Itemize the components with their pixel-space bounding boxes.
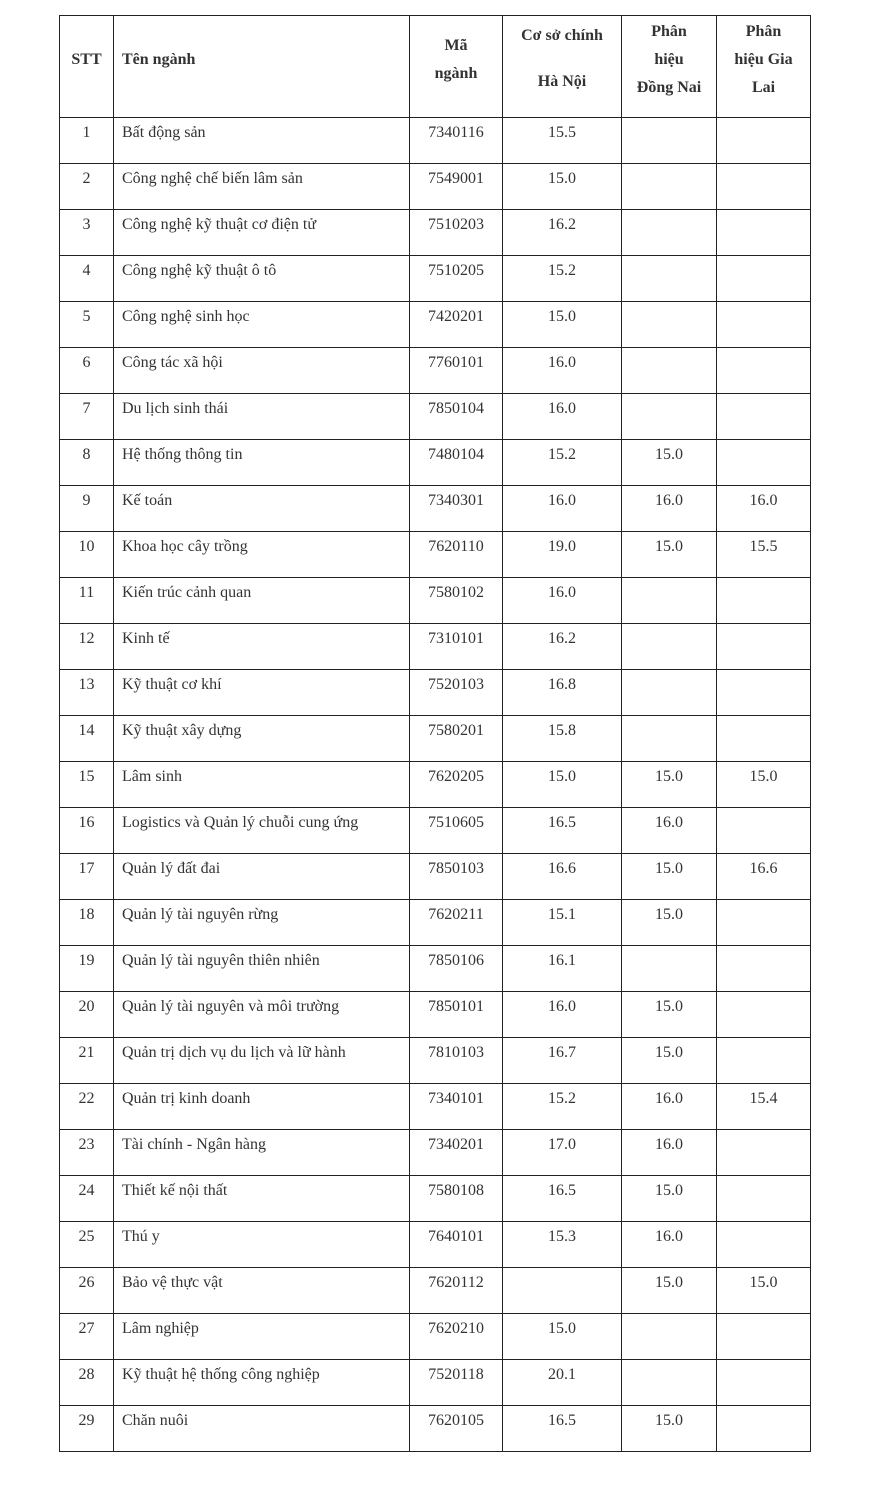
- cell-stt: 1: [60, 118, 114, 164]
- cell-major-name: Quản lý tài nguyên và môi trường: [114, 992, 410, 1038]
- table-row: [60, 440, 811, 486]
- cell-stt: 21: [60, 1038, 114, 1084]
- table-row: [60, 394, 811, 440]
- cell-score-hanoi: 16.0: [503, 578, 622, 624]
- cell-major-code: 7510205: [410, 256, 503, 302]
- cell-major-code: 7510605: [410, 808, 503, 854]
- cell-score-dongnai: [622, 670, 717, 716]
- cell-score-gialai: [717, 210, 811, 256]
- cell-score-gialai: 15.0: [717, 1268, 811, 1314]
- cell-stt: 6: [60, 348, 114, 394]
- cell-score-dongnai: 15.0: [622, 900, 717, 946]
- cell-stt: 20: [60, 992, 114, 1038]
- cell-score-dongnai: 16.0: [622, 1222, 717, 1268]
- cell-score-hanoi: 16.6: [503, 854, 622, 900]
- cell-stt: 14: [60, 716, 114, 762]
- cell-score-hanoi: 15.8: [503, 716, 622, 762]
- cell-score-hanoi: 16.0: [503, 992, 622, 1038]
- cell-score-hanoi: 16.0: [503, 394, 622, 440]
- cell-stt: 12: [60, 624, 114, 670]
- header-major-name: Tên ngành: [114, 16, 410, 118]
- cell-score-gialai: 15.4: [717, 1084, 811, 1130]
- cell-stt: 10: [60, 532, 114, 578]
- table-row: [60, 256, 811, 302]
- cell-score-gialai: [717, 1176, 811, 1222]
- cell-score-gialai: [717, 348, 811, 394]
- table-row: [60, 118, 811, 164]
- cell-score-dongnai: [622, 118, 717, 164]
- cell-stt: 16: [60, 808, 114, 854]
- cell-score-gialai: [717, 670, 811, 716]
- cell-score-dongnai: 15.0: [622, 1268, 717, 1314]
- header-major-code-line1: Mã: [444, 37, 468, 54]
- cell-major-code: 7420201: [410, 302, 503, 348]
- cell-major-code: 7620205: [410, 762, 503, 808]
- cell-score-dongnai: 16.0: [622, 486, 717, 532]
- cell-major-name: Kỹ thuật xây dựng: [114, 716, 410, 762]
- cell-score-gialai: [717, 302, 811, 348]
- table-row: [60, 946, 811, 992]
- cell-score-dongnai: [622, 716, 717, 762]
- admission-scores-table: [59, 15, 811, 1452]
- cell-score-dongnai: 16.0: [622, 1130, 717, 1176]
- cell-score-hanoi: 15.5: [503, 118, 622, 164]
- header-main-campus-line2: Hà Nội: [537, 73, 587, 90]
- table-row: [60, 670, 811, 716]
- cell-major-name: Lâm sinh: [114, 762, 410, 808]
- cell-score-gialai: 16.0: [717, 486, 811, 532]
- cell-major-code: 7340201: [410, 1130, 503, 1176]
- table-row: [60, 486, 811, 532]
- table-row: [60, 1406, 811, 1452]
- cell-score-hanoi: 15.0: [503, 302, 622, 348]
- cell-major-code: 7549001: [410, 164, 503, 210]
- cell-score-dongnai: 15.0: [622, 762, 717, 808]
- table-row: [60, 762, 811, 808]
- cell-score-hanoi: 19.0: [503, 532, 622, 578]
- cell-major-code: 7760101: [410, 348, 503, 394]
- cell-score-gialai: [717, 1360, 811, 1406]
- cell-score-hanoi: 16.1: [503, 946, 622, 992]
- table-row: [60, 854, 811, 900]
- cell-score-hanoi: 15.2: [503, 1084, 622, 1130]
- cell-score-hanoi: [503, 1268, 622, 1314]
- cell-major-name: Kế toán: [114, 486, 410, 532]
- cell-major-code: 7580108: [410, 1176, 503, 1222]
- cell-score-gialai: [717, 118, 811, 164]
- cell-major-name: Chăn nuôi: [114, 1406, 410, 1452]
- table-row: [60, 532, 811, 578]
- cell-stt: 25: [60, 1222, 114, 1268]
- cell-major-name: Kỹ thuật hệ thống công nghiệp: [114, 1360, 410, 1406]
- cell-major-code: 7310101: [410, 624, 503, 670]
- cell-score-gialai: [717, 1130, 811, 1176]
- cell-score-gialai: [717, 992, 811, 1038]
- cell-score-gialai: [717, 946, 811, 992]
- cell-major-code: 7620110: [410, 532, 503, 578]
- cell-score-gialai: [717, 1222, 811, 1268]
- cell-major-name: Kiến trúc cảnh quan: [114, 578, 410, 624]
- cell-major-code: 7580201: [410, 716, 503, 762]
- cell-score-gialai: [717, 1406, 811, 1452]
- cell-major-name: Công tác xã hội: [114, 348, 410, 394]
- cell-stt: 9: [60, 486, 114, 532]
- cell-major-code: 7850104: [410, 394, 503, 440]
- table-row: [60, 348, 811, 394]
- cell-major-name: Quản trị kinh doanh: [114, 1084, 410, 1130]
- table-row: [60, 1314, 811, 1360]
- cell-major-name: Thiết kế nội thất: [114, 1176, 410, 1222]
- cell-score-hanoi: 16.2: [503, 210, 622, 256]
- cell-major-name: Công nghệ sinh học: [114, 302, 410, 348]
- cell-score-hanoi: 16.8: [503, 670, 622, 716]
- cell-score-gialai: [717, 624, 811, 670]
- cell-score-dongnai: [622, 348, 717, 394]
- table-row: [60, 210, 811, 256]
- cell-score-hanoi: 15.1: [503, 900, 622, 946]
- header-dongnai-line1: Phân: [651, 23, 687, 40]
- cell-score-hanoi: 16.0: [503, 348, 622, 394]
- cell-stt: 5: [60, 302, 114, 348]
- cell-major-code: 7580102: [410, 578, 503, 624]
- cell-score-gialai: [717, 808, 811, 854]
- cell-score-dongnai: 15.0: [622, 992, 717, 1038]
- cell-score-dongnai: 15.0: [622, 854, 717, 900]
- cell-stt: 4: [60, 256, 114, 302]
- cell-major-name: Thú y: [114, 1222, 410, 1268]
- cell-score-dongnai: 15.0: [622, 440, 717, 486]
- cell-score-gialai: [717, 440, 811, 486]
- cell-major-name: Quản lý tài nguyên thiên nhiên: [114, 946, 410, 992]
- cell-stt: 26: [60, 1268, 114, 1314]
- cell-score-dongnai: [622, 578, 717, 624]
- cell-major-code: 7810103: [410, 1038, 503, 1084]
- cell-major-code: 7850103: [410, 854, 503, 900]
- header-gialai-line2: hiệu Gia: [734, 51, 793, 68]
- table-row: [60, 578, 811, 624]
- cell-score-dongnai: [622, 210, 717, 256]
- cell-major-code: 7620211: [410, 900, 503, 946]
- cell-score-gialai: 15.0: [717, 762, 811, 808]
- cell-score-hanoi: 15.0: [503, 762, 622, 808]
- cell-major-name: Logistics và Quản lý chuỗi cung ứng: [114, 808, 410, 854]
- cell-score-gialai: [717, 900, 811, 946]
- header-main-campus-line1: Cơ sở chính: [521, 27, 603, 44]
- table-row: [60, 1130, 811, 1176]
- cell-stt: 8: [60, 440, 114, 486]
- cell-score-dongnai: 16.0: [622, 808, 717, 854]
- cell-major-code: 7520118: [410, 1360, 503, 1406]
- cell-major-name: Kinh tế: [114, 624, 410, 670]
- header-branch-dongnai: [622, 16, 717, 118]
- table-row: [60, 302, 811, 348]
- cell-major-name: Bảo vệ thực vật: [114, 1268, 410, 1314]
- cell-score-hanoi: 20.1: [503, 1360, 622, 1406]
- table-row: [60, 992, 811, 1038]
- cell-major-code: 7640101: [410, 1222, 503, 1268]
- cell-score-gialai: [717, 716, 811, 762]
- cell-score-gialai: [717, 1038, 811, 1084]
- cell-major-code: 7480104: [410, 440, 503, 486]
- cell-stt: 11: [60, 578, 114, 624]
- table-row: [60, 900, 811, 946]
- cell-major-name: Khoa học cây trồng: [114, 532, 410, 578]
- cell-score-gialai: 15.5: [717, 532, 811, 578]
- cell-score-dongnai: [622, 164, 717, 210]
- header-major-code: [410, 16, 503, 118]
- cell-major-code: 7620112: [410, 1268, 503, 1314]
- cell-major-name: Công nghệ kỹ thuật cơ điện tử: [114, 210, 410, 256]
- header-gialai-line3: Lai: [751, 79, 776, 96]
- cell-stt: 19: [60, 946, 114, 992]
- header-dongnai-line3: Đồng Nai: [636, 79, 702, 96]
- cell-score-hanoi: 15.2: [503, 440, 622, 486]
- cell-score-dongnai: [622, 394, 717, 440]
- table-row: [60, 164, 811, 210]
- cell-major-name: Kỹ thuật cơ khí: [114, 670, 410, 716]
- cell-score-hanoi: 15.0: [503, 1314, 622, 1360]
- cell-major-name: Tài chính - Ngân hàng: [114, 1130, 410, 1176]
- table-row: [60, 1176, 811, 1222]
- cell-stt: 24: [60, 1176, 114, 1222]
- cell-score-gialai: [717, 164, 811, 210]
- header-stt: STT: [60, 16, 114, 118]
- header-major-code-line2: ngành: [434, 65, 478, 82]
- cell-stt: 28: [60, 1360, 114, 1406]
- cell-score-dongnai: [622, 1360, 717, 1406]
- table-row: [60, 716, 811, 762]
- cell-score-dongnai: [622, 946, 717, 992]
- cell-score-gialai: [717, 1314, 811, 1360]
- table-row: [60, 1360, 811, 1406]
- header-branch-gialai: [717, 16, 811, 118]
- table-row: [60, 624, 811, 670]
- cell-major-code: 7620105: [410, 1406, 503, 1452]
- cell-major-code: 7850101: [410, 992, 503, 1038]
- cell-major-name: Quản lý tài nguyên rừng: [114, 900, 410, 946]
- cell-major-code: 7340116: [410, 118, 503, 164]
- cell-score-gialai: [717, 256, 811, 302]
- cell-score-hanoi: 16.5: [503, 1176, 622, 1222]
- cell-score-dongnai: 15.0: [622, 1176, 717, 1222]
- cell-major-name: Quản lý đất đai: [114, 854, 410, 900]
- cell-stt: 27: [60, 1314, 114, 1360]
- cell-major-name: Lâm nghiệp: [114, 1314, 410, 1360]
- cell-score-dongnai: 15.0: [622, 532, 717, 578]
- cell-major-code: 7620210: [410, 1314, 503, 1360]
- cell-score-dongnai: [622, 624, 717, 670]
- cell-major-name: Quản trị dịch vụ du lịch và lữ hành: [114, 1038, 410, 1084]
- cell-score-hanoi: 16.7: [503, 1038, 622, 1084]
- cell-score-hanoi: 16.2: [503, 624, 622, 670]
- cell-score-dongnai: [622, 256, 717, 302]
- cell-score-hanoi: 16.5: [503, 808, 622, 854]
- cell-score-dongnai: 16.0: [622, 1084, 717, 1130]
- cell-stt: 18: [60, 900, 114, 946]
- cell-score-gialai: [717, 578, 811, 624]
- table-row: [60, 808, 811, 854]
- cell-major-code: 7340301: [410, 486, 503, 532]
- cell-major-code: 7340101: [410, 1084, 503, 1130]
- cell-major-code: 7850106: [410, 946, 503, 992]
- cell-major-name: Công nghệ chế biến lâm sản: [114, 164, 410, 210]
- cell-major-code: 7510203: [410, 210, 503, 256]
- cell-stt: 7: [60, 394, 114, 440]
- table-row: [60, 1222, 811, 1268]
- cell-stt: 2: [60, 164, 114, 210]
- cell-score-hanoi: 16.5: [503, 1406, 622, 1452]
- cell-major-name: Hệ thống thông tin: [114, 440, 410, 486]
- cell-score-dongnai: [622, 1314, 717, 1360]
- cell-stt: 15: [60, 762, 114, 808]
- cell-score-hanoi: 15.0: [503, 164, 622, 210]
- cell-stt: 17: [60, 854, 114, 900]
- cell-stt: 3: [60, 210, 114, 256]
- table-body: [60, 118, 811, 1452]
- cell-score-gialai: [717, 394, 811, 440]
- table-header: [60, 16, 811, 118]
- table-row: [60, 1084, 811, 1130]
- header-gialai-line1: Phân: [745, 23, 782, 40]
- cell-major-name: Du lịch sinh thái: [114, 394, 410, 440]
- table-row: [60, 1038, 811, 1084]
- cell-stt: 13: [60, 670, 114, 716]
- cell-major-code: 7520103: [410, 670, 503, 716]
- header-main-campus-hanoi: [503, 16, 622, 118]
- table-row: [60, 1268, 811, 1314]
- cell-score-gialai: 16.6: [717, 854, 811, 900]
- cell-score-hanoi: 15.2: [503, 256, 622, 302]
- cell-score-hanoi: 16.0: [503, 486, 622, 532]
- cell-major-name: Công nghệ kỹ thuật ô tô: [114, 256, 410, 302]
- cell-stt: 23: [60, 1130, 114, 1176]
- cell-score-hanoi: 15.3: [503, 1222, 622, 1268]
- cell-major-name: Bất động sản: [114, 118, 410, 164]
- cell-score-dongnai: 15.0: [622, 1038, 717, 1084]
- cell-stt: 22: [60, 1084, 114, 1130]
- header-dongnai-line2: hiệu: [654, 51, 684, 68]
- cell-score-dongnai: [622, 302, 717, 348]
- cell-stt: 29: [60, 1406, 114, 1452]
- header-row: [60, 16, 811, 118]
- cell-score-hanoi: 17.0: [503, 1130, 622, 1176]
- cell-score-dongnai: 15.0: [622, 1406, 717, 1452]
